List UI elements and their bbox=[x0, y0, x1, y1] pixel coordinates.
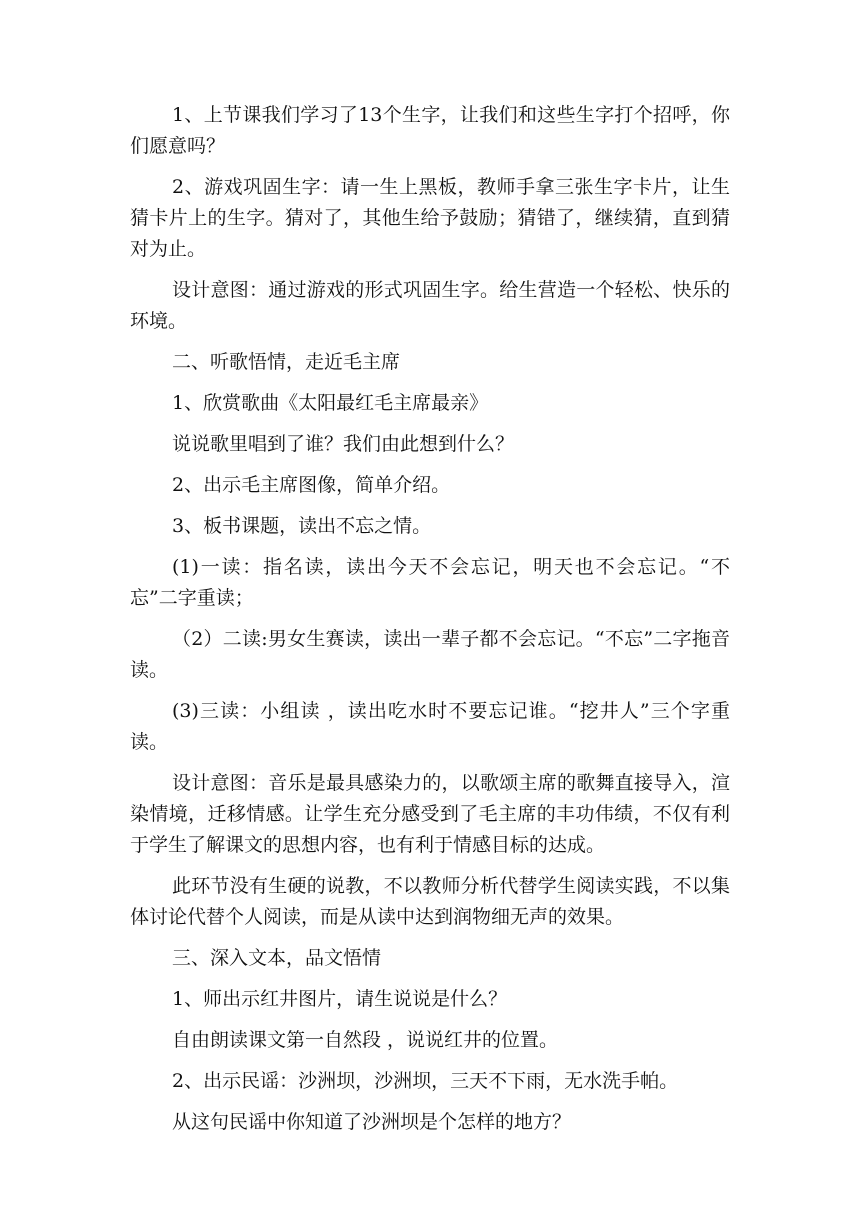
paragraph-song-appreciation: 1、欣赏歌曲《太阳最红毛主席最亲》 bbox=[172, 392, 489, 414]
paragraph-second-reading: （2）二读:男女生赛读，读出一辈子都不会忘记。“不忘”二字拖音读。 bbox=[130, 628, 730, 681]
paragraph-segment-summary: 此环节没有生硬的说教，不以教师分析代替学生阅读实践，不以集体讨论代替个人阅读，而是从读中达到润物细无声的效果。 bbox=[130, 875, 730, 928]
paragraph-design-intent-1: 设计意图：通过游戏的形式巩固生字。给生营造一个轻松、快乐的环境。 bbox=[130, 279, 730, 332]
section-heading-3: 三、深入文本，品文悟情 bbox=[172, 947, 382, 969]
section-heading-2: 二、听歌悟情，走近毛主席 bbox=[172, 351, 401, 373]
paragraph-game-consolidation: 2、游戏巩固生字：请一生上黑板，教师手拿三张生字卡片，让生猜卡片上的生字。猜对了，其他生给予鼓励；猜错了，继续猜，直到猜对为止。 bbox=[130, 176, 730, 260]
paragraph-review-characters: 1、上节课我们学习了13个生字，让我们和这些生字打个招呼，你们愿意吗？ bbox=[130, 104, 730, 157]
paragraph-write-title: 3、板书课题，读出不忘之情。 bbox=[172, 515, 432, 537]
paragraph-free-reading: 自由朗读课文第一自然段 ，说说红井的位置。 bbox=[172, 1029, 559, 1051]
document-body bbox=[130, 100, 730, 1148]
paragraph-design-intent-2: 设计意图：音乐是最具感染力的，以歌颂主席的歌舞直接导入，渲染情境，迁移情感。让学生充分感受到了毛主席的丰功伟绩，不仅有利于学生了解课文的思想内容，也有利于情感目标的达成。 bbox=[130, 772, 730, 856]
paragraph-rhyme-question: 从这句民谣中你知道了沙洲坝是个怎样的地方？ bbox=[172, 1111, 572, 1133]
paragraph-first-reading: (1)一读：指名读，读出今天不会忘记，明天也不会忘记。“不忘”二字重读； bbox=[130, 556, 730, 609]
paragraph-third-reading: (3)三读：小组读 ，读出吃水时不要忘记谁。“挖井人”三个字重读。 bbox=[130, 700, 730, 753]
paragraph-folk-rhyme: 2、出示民谣：沙洲坝，沙洲坝，三天不下雨，无水洗手帕。 bbox=[172, 1070, 679, 1092]
paragraph-song-question: 说说歌里唱到了谁？我们由此想到什么？ bbox=[172, 433, 515, 455]
paragraph-show-portrait: 2、出示毛主席图像，简单介绍。 bbox=[172, 474, 451, 496]
paragraph-red-well-picture: 1、师出示红井图片，请生说说是什么？ bbox=[172, 988, 508, 1010]
